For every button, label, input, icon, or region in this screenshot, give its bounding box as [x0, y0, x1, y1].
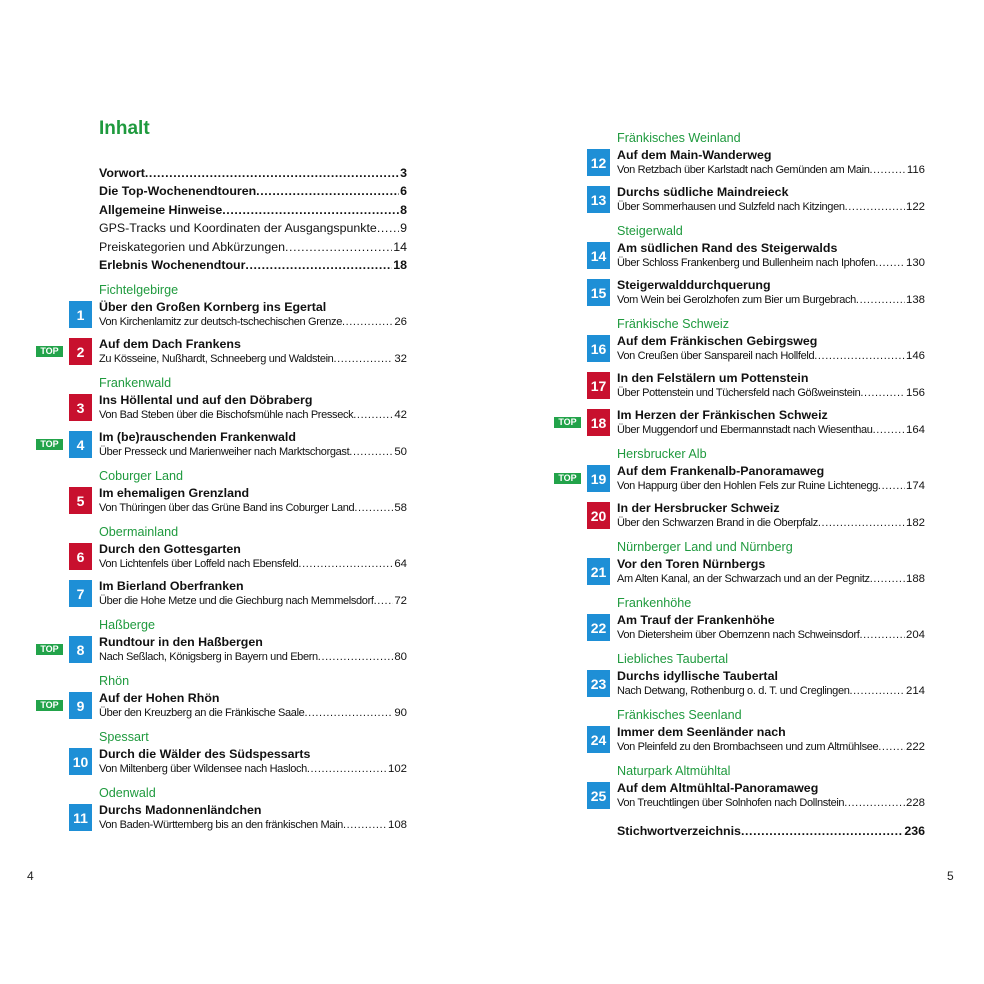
tour-number-badge: 7: [69, 580, 92, 607]
tour-entry-text: [617, 241, 925, 271]
tour-entry[interactable]: [587, 279, 925, 309]
tour-subtitle: Über den Kreuzberg an die Fränkische Saale: [99, 707, 305, 720]
tour-subtitle-row: [617, 572, 925, 587]
page-title: Inhalt: [99, 118, 150, 139]
tour-page-number: 204: [905, 629, 925, 641]
tour-subtitle: Von Baden-Württemberg bis an den fränkischen Main: [99, 819, 343, 832]
tour-entry-text: [617, 148, 925, 178]
dot-leader: [844, 796, 905, 811]
tour-subtitle-row: [99, 706, 407, 721]
top-tour-badge: TOP: [36, 644, 63, 655]
tour-subtitle-row: [99, 650, 407, 665]
tour-title: Durch den Gottesgarten: [99, 542, 241, 557]
tour-entry-text: [99, 635, 407, 665]
tour-entry[interactable]: [558, 408, 925, 439]
left-section-list: [40, 282, 407, 834]
tour-subtitle-row: [617, 423, 925, 438]
tour-page-number: 122: [905, 201, 925, 213]
tour-number-badge: 4: [69, 431, 92, 458]
tour-subtitle: Über Presseck und Marienweiher nach Marktschorgast: [99, 446, 350, 459]
tour-page-number: 174: [905, 480, 925, 492]
tour-subtitle-row: [617, 200, 925, 215]
tour-page-number: 50: [394, 446, 407, 459]
top-tour-badge: TOP: [36, 346, 63, 357]
tour-page-number: 26: [394, 316, 407, 329]
tour-page-number: 72: [394, 595, 407, 608]
dot-leader: [814, 349, 905, 364]
tour-title: Durchs idyllische Taubertal: [617, 669, 778, 683]
tour-entry[interactable]: [587, 558, 925, 588]
region-heading: Frankenwald: [99, 376, 172, 391]
tour-subtitle-row: [99, 352, 407, 367]
tour-title: Auf dem Frankenalb-Panoramaweg: [617, 464, 825, 478]
tour-title: Auf dem Altmühltal-Panoramaweg: [617, 781, 819, 795]
tour-subtitle-row: [99, 501, 407, 516]
dot-leader: [342, 315, 393, 330]
tour-title: Durch die Wälder des Südspessarts: [99, 747, 311, 762]
tour-title: Im (be)rauschenden Frankenwald: [99, 430, 296, 445]
top-tour-badge: TOP: [36, 700, 63, 711]
tour-subtitle: Am Alten Kanal, an der Schwarzach und an der Pegnitz: [617, 573, 870, 585]
tour-page-number: 64: [394, 558, 407, 571]
right-page-column: [558, 124, 925, 840]
tour-entry-text: [99, 486, 407, 516]
dot-leader: [870, 572, 905, 587]
tour-number-badge: 19: [587, 465, 610, 492]
tour-page-number: 32: [394, 353, 407, 366]
tour-subtitle-row: [99, 594, 407, 609]
dot-leader: [245, 256, 392, 274]
tour-number-badge: 8: [69, 636, 92, 663]
tour-entry[interactable]: [587, 502, 925, 532]
tour-page-number: 130: [905, 257, 925, 269]
front-matter-item[interactable]: [99, 238, 407, 256]
dot-leader: [845, 200, 905, 215]
dot-leader: [873, 423, 905, 438]
region-heading: Steigerwald: [617, 224, 683, 238]
tour-title: Steigerwalddurchquerung: [617, 278, 771, 292]
tour-subtitle-row: [617, 479, 925, 494]
page-number-right: 5: [947, 869, 954, 883]
front-matter-page-number: 9: [400, 221, 407, 236]
tour-subtitle: Über Pottenstein und Tüchersfeld nach Gößweinstein: [617, 387, 861, 399]
front-matter-item[interactable]: [99, 164, 407, 182]
tour-title: Auf dem Fränkischen Gebirgsweg: [617, 334, 818, 348]
tour-number-badge: 17: [587, 372, 610, 399]
front-matter-label: Preiskategorien und Abkürzungen: [99, 239, 285, 254]
tour-subtitle-row: [99, 818, 407, 833]
region-heading: Odenwald: [99, 786, 156, 801]
tour-page-number: 102: [387, 763, 407, 776]
tour-title: Rundtour in den Haßbergen: [99, 635, 263, 650]
tour-number-badge: 5: [69, 487, 92, 514]
dot-leader: [298, 557, 393, 572]
dot-leader: [353, 408, 393, 423]
region-heading: Obermainland: [99, 525, 179, 540]
tour-subtitle: Von Kirchenlamitz zur deutsch-tschechischen Grenze: [99, 316, 342, 329]
tour-title: Am Trauf der Frankenhöhe: [617, 613, 775, 627]
tour-entry[interactable]: [587, 614, 925, 644]
tour-subtitle-row: [617, 628, 925, 643]
dot-leader: [856, 293, 905, 308]
front-matter-label: Vorwort: [99, 166, 145, 180]
tour-number-badge: 14: [587, 242, 610, 269]
tour-entry-text: [99, 337, 407, 367]
tour-number-badge: 23: [587, 670, 610, 697]
region-heading: Rhön: [99, 674, 130, 689]
tour-title: Immer dem Seenländer nach: [617, 725, 786, 739]
tour-subtitle-row: [617, 386, 925, 401]
tour-entry[interactable]: [40, 430, 407, 461]
region-heading: Fränkische Schweiz: [617, 317, 729, 331]
region-heading: Frankenhöhe: [617, 596, 692, 610]
tour-page-number: 138: [905, 294, 925, 306]
region-heading: Liebliches Taubertal: [617, 652, 729, 666]
tour-page-number: 116: [906, 164, 925, 176]
dot-leader: [333, 352, 393, 367]
tour-entry-text: [99, 393, 407, 423]
top-tour-badge: TOP: [554, 417, 581, 428]
index-label: Stichwortverzeichnis: [617, 824, 741, 838]
tour-number-badge: 13: [587, 186, 610, 213]
tour-page-number: 90: [394, 707, 407, 720]
tour-page-number: 108: [387, 819, 407, 832]
tour-page-number: 222: [905, 741, 925, 753]
tour-entry[interactable]: [40, 691, 407, 722]
tour-entry[interactable]: [40, 635, 407, 666]
tour-subtitle: Über Sommerhausen und Sulzfeld nach Kitzingen: [617, 201, 845, 213]
tour-number-badge: 6: [69, 543, 92, 570]
front-matter-page-number: 8: [400, 202, 407, 217]
tour-subtitle: Von Bad Steben über die Bischofsmühle nach Presseck: [99, 409, 354, 422]
tour-page-number: 80: [394, 651, 407, 664]
tour-subtitle-row: [617, 740, 925, 755]
tour-number-badge: 3: [69, 394, 92, 421]
tour-title: Auf dem Main-Wanderweg: [617, 148, 772, 162]
dot-leader: [343, 818, 387, 833]
right-section-list: [558, 130, 925, 812]
tour-subtitle-row: [617, 684, 925, 699]
tour-entry[interactable]: [587, 149, 925, 179]
tour-entry[interactable]: [69, 804, 407, 834]
tour-page-number: 156: [905, 387, 925, 399]
tour-page-number: 146: [905, 350, 925, 362]
tour-title: Vor den Toren Nürnbergs: [617, 557, 766, 571]
dot-leader: [145, 164, 399, 182]
tour-entry[interactable]: [69, 748, 407, 778]
tour-subtitle: Von Creußen über Sanspareil nach Hollfeld: [617, 350, 815, 362]
dot-leader: [878, 740, 905, 755]
index-page-number: 236: [904, 824, 925, 838]
dot-leader: [859, 628, 905, 643]
dot-leader: [870, 163, 906, 178]
tour-entry-text: [617, 408, 925, 438]
dot-leader: [285, 238, 392, 256]
tour-entry-text: [99, 430, 407, 460]
tour-subtitle-row: [617, 516, 925, 531]
front-matter-item[interactable]: [99, 219, 407, 237]
region-heading: Haßberge: [99, 618, 156, 633]
tour-number-badge: 10: [69, 748, 92, 775]
front-matter-list: [99, 164, 407, 274]
tour-entry[interactable]: [587, 242, 925, 272]
tour-subtitle-row: [617, 796, 925, 811]
front-matter-page-number: 3: [400, 166, 407, 180]
tour-entry[interactable]: [587, 670, 925, 700]
tour-title: Durchs Madonnenländchen: [99, 803, 262, 818]
tour-subtitle: Von Pleinfeld zu den Brombachseen und zum Altmühlsee: [617, 741, 879, 753]
tour-page-number: 42: [394, 409, 407, 422]
tour-number-badge: 2: [69, 338, 92, 365]
front-matter-item[interactable]: [99, 201, 407, 219]
tour-number-badge: 15: [587, 279, 610, 306]
front-matter-page-number: 14: [393, 239, 407, 254]
tour-subtitle: Von Dietersheim über Obernzenn nach Schweinsdorf: [617, 629, 860, 641]
tour-number-badge: 1: [69, 301, 92, 328]
tour-title: In den Felstälern um Pottenstein: [617, 371, 809, 385]
tour-entry[interactable]: [587, 782, 925, 812]
region-heading: Hersbrucker Alb: [617, 447, 707, 461]
top-tour-badge: TOP: [36, 439, 63, 450]
region-heading: Spessart: [99, 730, 149, 745]
tour-subtitle: Von Miltenberg über Wildensee nach Hasloch: [99, 763, 307, 776]
tour-title: Im ehemaligen Grenzland: [99, 486, 250, 501]
tour-title: Durchs südliche Maindreieck: [617, 185, 789, 199]
tour-entry-text: [617, 613, 925, 643]
tour-entry[interactable]: [587, 726, 925, 756]
tour-entry[interactable]: [69, 487, 407, 517]
tour-entry-text: [617, 371, 925, 401]
tour-number-badge: 12: [587, 149, 610, 176]
tour-title: In der Hersbrucker Schweiz: [617, 501, 780, 515]
tour-subtitle: Nach Seßlach, Königsberg in Bayern und Ebern: [99, 651, 318, 664]
dot-leader: [377, 219, 399, 237]
tour-subtitle-row: [99, 762, 407, 777]
tour-title: Im Herzen der Fränkischen Schweiz: [617, 408, 828, 422]
tour-title: Auf der Hohen Rhön: [99, 691, 220, 706]
tour-entry-text: [617, 464, 925, 494]
left-page-column: [40, 118, 407, 841]
tour-subtitle: Von Treuchtlingen über Solnhofen nach Dollnstein: [617, 797, 845, 809]
top-tour-badge: TOP: [554, 473, 581, 484]
tour-page-number: 228: [905, 797, 925, 809]
tour-entry-text: [617, 725, 925, 755]
tour-number-badge: 20: [587, 502, 610, 529]
tour-entry-text: [617, 278, 925, 308]
tour-number-badge: 18: [587, 409, 610, 436]
front-matter-label: Die Top-Wochenendtouren: [99, 184, 257, 199]
tour-entry[interactable]: [587, 186, 925, 216]
tour-page-number: 214: [905, 685, 925, 697]
tour-subtitle-row: [99, 408, 407, 423]
tour-number-badge: 21: [587, 558, 610, 585]
tour-title: Ins Höllental und auf den Döbraberg: [99, 393, 313, 408]
tour-entry[interactable]: [587, 335, 925, 365]
dot-leader: [349, 445, 393, 460]
dot-leader: [307, 762, 387, 777]
tour-subtitle: Nach Detwang, Rothenburg o. d. T. und Creglingen: [617, 685, 850, 697]
region-heading: Fränkisches Weinland: [617, 131, 741, 145]
tour-page-number: 58: [394, 502, 407, 515]
tour-subtitle-row: [617, 349, 925, 364]
tour-entry-text: [617, 781, 925, 811]
tour-title: Auf dem Dach Frankens: [99, 337, 241, 352]
dot-leader: [860, 386, 905, 401]
tour-subtitle: Von Lichtenfels über Loffeld nach Ebensfeld: [99, 558, 299, 571]
tour-subtitle-row: [617, 163, 925, 178]
tour-entry[interactable]: [587, 372, 925, 402]
dot-leader: [850, 684, 905, 699]
tour-subtitle: Über Schloss Frankenberg und Bullenheim nach Iphofen: [617, 257, 876, 269]
tour-entry[interactable]: [69, 394, 407, 424]
tour-subtitle: Über Muggendorf und Ebermannstadt nach Wiesenthau: [617, 424, 873, 436]
tour-number-badge: 11: [69, 804, 92, 831]
dot-leader: [304, 706, 393, 721]
tour-entry-text: [99, 542, 407, 572]
dot-leader: [354, 501, 393, 516]
tour-entry-text: [617, 185, 925, 215]
tour-subtitle: Über die Hohe Metze und die Giechburg nach Memmelsdorf: [99, 595, 374, 608]
tour-subtitle: Über den Schwarzen Brand in die Oberpfalz: [617, 517, 818, 529]
tour-title: Im Bierland Oberfranken: [99, 579, 244, 594]
front-matter-page-number: 6: [400, 184, 407, 199]
tour-entry-text: [99, 747, 407, 777]
region-heading: Fichtelgebirge: [99, 283, 179, 298]
tour-subtitle: Vom Wein bei Gerolzhofen zum Bier um Burgebrach: [617, 294, 856, 306]
tour-number-badge: 16: [587, 335, 610, 362]
dot-leader: [222, 201, 399, 219]
tour-subtitle-row: [617, 293, 925, 308]
tour-entry[interactable]: [558, 464, 925, 495]
tour-page-number: 188: [905, 573, 925, 585]
tour-entry[interactable]: [40, 337, 407, 368]
tour-page-number: 182: [905, 517, 925, 529]
tour-title: Über den Großen Kornberg ins Egertal: [99, 300, 327, 315]
dot-leader: [374, 594, 394, 609]
tour-entry-text: [99, 579, 407, 609]
tour-subtitle-row: [99, 315, 407, 330]
tour-entry-text: [617, 669, 925, 699]
front-matter-item[interactable]: [99, 182, 407, 200]
tour-entry-text: [99, 300, 407, 330]
front-matter-item[interactable]: [99, 256, 407, 274]
tour-entry[interactable]: [69, 543, 407, 573]
tour-number-badge: 24: [587, 726, 610, 753]
front-matter-label: GPS-Tracks und Koordinaten der Ausgangspunkte: [99, 221, 377, 236]
dot-leader: [256, 182, 399, 200]
front-matter-page-number: 18: [393, 258, 407, 273]
tour-entry-text: [99, 803, 407, 833]
tour-subtitle-row: [99, 445, 407, 460]
tour-subtitle: Von Happurg über den Hohlen Fels zur Ruine Lichtenegg: [617, 480, 878, 492]
tour-subtitle: Von Retzbach über Karlstadt nach Gemünden am Main: [617, 164, 870, 176]
tour-number-badge: 25: [587, 782, 610, 809]
front-matter-label: Allgemeine Hinweise: [99, 202, 223, 217]
tour-subtitle-row: [617, 256, 925, 271]
index-entry[interactable]: [617, 822, 925, 840]
tour-entry[interactable]: [69, 580, 407, 610]
front-matter-label: Erlebnis Wochenendtour: [99, 258, 246, 273]
region-heading: Naturpark Altmühltal: [617, 764, 731, 778]
dot-leader: [878, 479, 905, 494]
dot-leader: [818, 516, 905, 531]
tour-title: Am südlichen Rand des Steigerwalds: [617, 241, 838, 255]
tour-number-badge: 9: [69, 692, 92, 719]
region-heading: Fränkisches Seenland: [617, 708, 742, 722]
tour-entry[interactable]: [69, 301, 407, 331]
tour-subtitle: Zu Kösseine, Nußhardt, Schneeberg und Waldstein: [99, 353, 334, 366]
dot-leader: [318, 650, 394, 665]
page-number-left: 4: [27, 869, 34, 883]
tour-subtitle: Von Thüringen über das Grüne Band ins Coburger Land: [99, 502, 355, 515]
tour-entry-text: [617, 557, 925, 587]
tour-number-badge: 22: [587, 614, 610, 641]
tour-entry-text: [617, 501, 925, 531]
region-heading: Coburger Land: [99, 469, 184, 484]
tour-entry-text: [617, 334, 925, 364]
dot-leader: [741, 822, 903, 840]
tour-subtitle-row: [99, 557, 407, 572]
tour-page-number: 164: [905, 424, 925, 436]
region-heading: Nürnberger Land und Nürnberg: [617, 540, 793, 554]
dot-leader: [875, 256, 905, 271]
tour-entry-text: [99, 691, 407, 721]
